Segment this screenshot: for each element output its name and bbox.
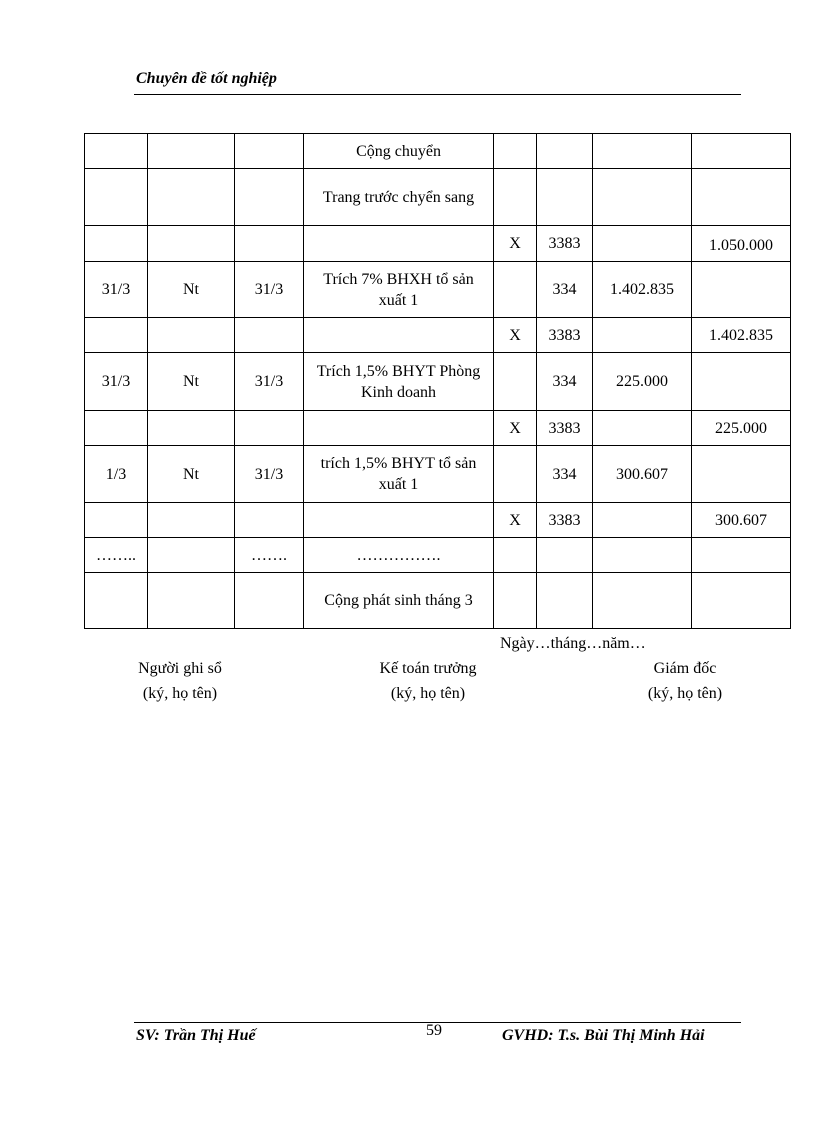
table-cell: 1/3 — [85, 446, 148, 503]
table-cell — [593, 573, 692, 629]
table-cell — [148, 318, 235, 353]
table-cell: X — [494, 318, 537, 353]
table-cell — [494, 573, 537, 629]
table-cell — [304, 226, 494, 262]
page-header-title: Chuyên đề tốt nghiệp — [136, 70, 277, 87]
table-cell — [235, 134, 304, 169]
table-cell: 3383 — [537, 226, 593, 262]
signature-chief-accountant — [358, 656, 498, 706]
table-cell: trích 1,5% BHYT tổ sản xuất 1 — [304, 446, 494, 503]
footer-advisor: GVHD: T.s. Bùi Thị Minh Hải — [502, 1027, 705, 1044]
table-cell — [235, 318, 304, 353]
table-cell: 3383 — [537, 411, 593, 446]
table-cell — [235, 169, 304, 226]
signature-note: (ký, họ tên) — [142, 685, 218, 702]
table-cell: 1.402.835 — [692, 318, 791, 353]
table-cell — [494, 538, 537, 573]
footer-page-number: 59 — [426, 1022, 442, 1039]
table-cell — [494, 446, 537, 503]
table-cell — [148, 411, 235, 446]
table-cell — [537, 169, 593, 226]
table-row — [85, 573, 791, 629]
signature-title: Người ghi sổ — [138, 660, 222, 677]
table-row — [85, 262, 791, 318]
table-cell: 31/3 — [235, 353, 304, 411]
table-cell: …….. — [85, 538, 148, 573]
table-cell: 3383 — [537, 503, 593, 538]
table-cell: Nt — [148, 262, 235, 318]
table-cell: 300.607 — [692, 503, 791, 538]
table-cell: 31/3 — [235, 262, 304, 318]
table-cell: 334 — [537, 353, 593, 411]
table-cell — [85, 411, 148, 446]
table-cell: 1.050.000 — [692, 226, 791, 262]
table-cell — [593, 411, 692, 446]
table-cell: Nt — [148, 353, 235, 411]
table-cell — [593, 169, 692, 226]
table-cell — [692, 353, 791, 411]
table-cell — [494, 262, 537, 318]
signature-title: Giám đốc — [653, 660, 717, 677]
table-cell: Cộng phát sinh tháng 3 — [304, 573, 494, 629]
table-cell — [85, 503, 148, 538]
table-row — [85, 538, 791, 573]
table-cell — [494, 169, 537, 226]
table-cell: Nt — [148, 446, 235, 503]
table-cell — [85, 134, 148, 169]
signature-title: Kế toán trưởng — [379, 660, 477, 677]
table-cell — [85, 573, 148, 629]
table-cell: X — [494, 226, 537, 262]
table-cell — [85, 169, 148, 226]
table-cell — [148, 538, 235, 573]
table-cell: 31/3 — [85, 262, 148, 318]
table-cell — [537, 134, 593, 169]
header-rule — [134, 94, 741, 95]
table-cell — [593, 503, 692, 538]
table-cell: X — [494, 411, 537, 446]
table-cell — [593, 226, 692, 262]
table-cell — [692, 538, 791, 573]
table-cell — [235, 411, 304, 446]
table-cell — [593, 318, 692, 353]
table-cell — [148, 226, 235, 262]
table-cell — [692, 446, 791, 503]
table-row — [85, 446, 791, 503]
table-cell: 334 — [537, 446, 593, 503]
table-row — [85, 411, 791, 446]
table-cell: 3383 — [537, 318, 593, 353]
table-cell — [304, 411, 494, 446]
table-cell — [593, 134, 692, 169]
table-cell: 334 — [537, 262, 593, 318]
table-cell: ……………. — [304, 538, 494, 573]
table-cell: ……. — [235, 538, 304, 573]
table-row — [85, 503, 791, 538]
table-row — [85, 134, 791, 169]
table-cell — [148, 169, 235, 226]
table-cell — [235, 503, 304, 538]
table-cell: 225.000 — [593, 353, 692, 411]
table-row — [85, 318, 791, 353]
table-cell: Trích 7% BHXH tổ sản xuất 1 — [304, 262, 494, 318]
footer-student: SV: Trần Thị Huế — [136, 1027, 256, 1044]
table-cell — [85, 226, 148, 262]
table-cell — [85, 318, 148, 353]
table-cell — [235, 226, 304, 262]
table-cell — [235, 573, 304, 629]
table-cell: Cộng chuyển — [304, 134, 494, 169]
table-cell — [692, 134, 791, 169]
table-cell: X — [494, 503, 537, 538]
signature-note: (ký, họ tên) — [647, 685, 723, 702]
table-cell: 1.402.835 — [593, 262, 692, 318]
signature-director — [625, 656, 745, 706]
table-cell: 31/3 — [235, 446, 304, 503]
table-cell — [692, 262, 791, 318]
table-cell — [494, 353, 537, 411]
table-cell: 31/3 — [85, 353, 148, 411]
table-cell — [593, 538, 692, 573]
signature-note: (ký, họ tên) — [390, 685, 466, 702]
table-row — [85, 169, 791, 226]
table-cell: 225.000 — [692, 411, 791, 446]
date-line: Ngày…tháng…năm… — [500, 635, 646, 652]
table-cell — [692, 169, 791, 226]
table-cell — [148, 503, 235, 538]
ledger-table — [84, 133, 791, 629]
table-cell: 300.607 — [593, 446, 692, 503]
table-cell: Trang trước chyển sang — [304, 169, 494, 226]
signature-bookkeeper — [120, 656, 240, 706]
table-cell — [494, 134, 537, 169]
table-row — [85, 226, 791, 262]
table-cell — [148, 573, 235, 629]
table-row — [85, 353, 791, 411]
table-cell — [304, 503, 494, 538]
table-cell — [692, 573, 791, 629]
table-cell — [304, 318, 494, 353]
table-cell — [537, 538, 593, 573]
table-cell — [537, 573, 593, 629]
table-cell: Trích 1,5% BHYT Phòng Kinh doanh — [304, 353, 494, 411]
table-cell — [148, 134, 235, 169]
